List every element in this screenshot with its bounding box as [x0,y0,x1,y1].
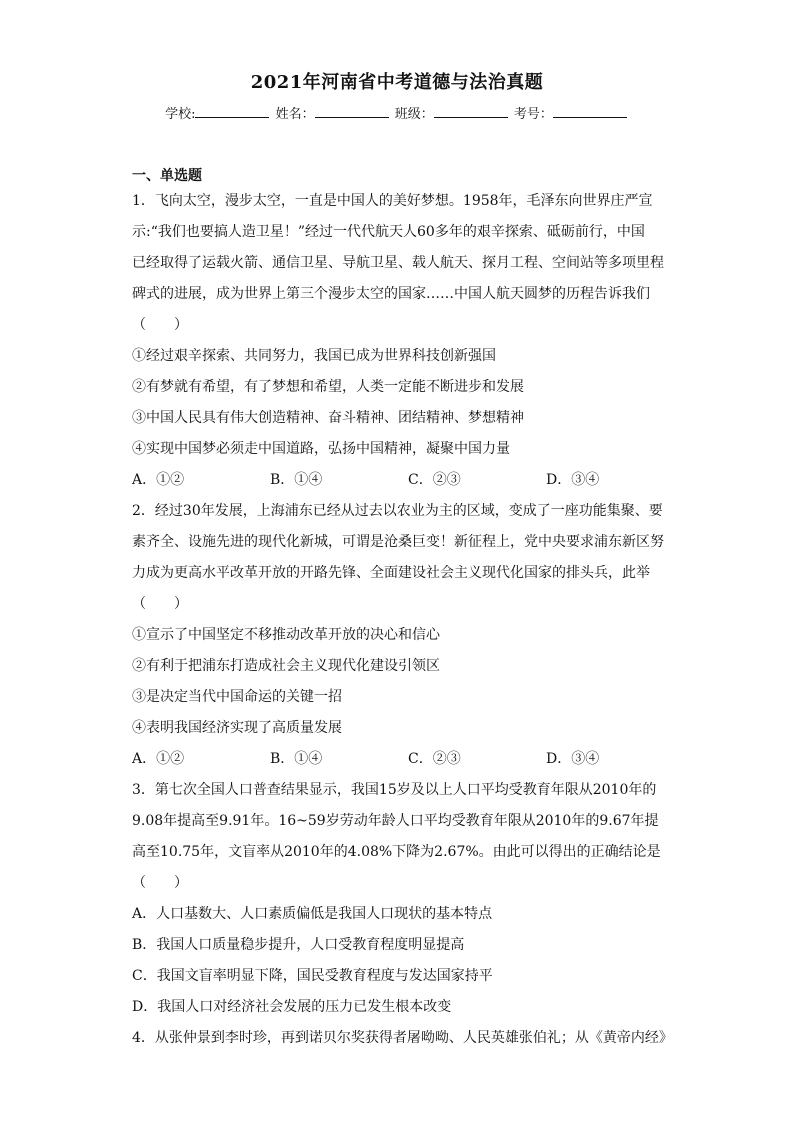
statement-item: ②有梦就有希望，有了梦想和希望，人类一定能不断进步和发展 [132,379,524,395]
option-b[interactable]: B．我国人口质量稳步提升，人口受教育程度明显提高 [132,937,465,953]
question-1 [132,186,672,496]
question-4 [132,1023,672,1054]
option-c[interactable]: C．我国文盲率明显下降，国民受教育程度与发达国家持平 [132,968,493,984]
question-text-line: 9.08年提高至9.91年。16~59岁劳动年龄人口平均受教育年限从2010年的9.67年提 [132,813,659,829]
option-a[interactable]: A．①② [132,751,185,767]
question-text-line: 2．经过30年发展，上海浦东已经从过去以农业为主的区域，变成了一座功能集聚、要 [132,503,663,519]
class-blank[interactable] [434,105,508,118]
question-3 [132,775,672,1023]
question-2 [132,496,672,775]
statement-item: ②有利于把浦东打造成社会主义现代化建设引领区 [132,658,440,674]
exam-number-label: 考号： [513,107,553,122]
statement-item: ④实现中国梦必须走中国道路，弘扬中国精神，凝聚中国力量 [132,441,510,457]
answer-bracket: （ ） [132,875,188,891]
answer-options [132,465,672,496]
question-text-line: 高至10.75年，文盲率从2010年的4.08%下降为2.67%。由此可以得出的正确结论是 [132,844,661,860]
exam-number-blank[interactable] [553,105,627,118]
page-title: 2021年河南省中考道德与法治真题 [250,72,544,93]
class-label: 班级： [394,107,434,122]
answer-bracket: （ ） [132,317,188,333]
question-text-line: 示:“我们也要搞人造卫星！”经过一代代航天人60多年的艰辛探索、砥砺前行，中国 [132,224,645,240]
school-blank[interactable] [195,105,269,118]
question-text-line: 力成为更高水平改革开放的开路先锋、全面建设社会主义现代化国家的排头兵，此举 [132,565,650,581]
statement-item: ①经过艰辛探索、共同努力，我国已成为世界科技创新强国 [132,348,496,364]
answer-options [132,744,672,775]
option-a[interactable]: A．人口基数大、人口素质偏低是我国人口现状的基本特点 [132,906,493,922]
option-c[interactable]: C．②③ [408,472,461,488]
statement-item: ①宣示了中国坚定不移推动改革开放的决心和信心 [132,627,440,643]
option-b[interactable]: B．①④ [270,751,323,767]
name-label: 姓名： [275,107,315,122]
section-heading: 一、单选题 [132,168,202,184]
question-text-line: 已经取得了运载火箭、通信卫星、导航卫星、载人航天、探月工程、空间站等多项里程 [132,255,664,271]
school-label: 学校: [165,107,196,122]
student-info-row [0,103,794,122]
statement-item: ③是决定当代中国命运的关键一招 [132,689,342,705]
option-d[interactable]: D．③④ [546,472,600,488]
name-blank[interactable] [315,105,389,118]
option-a[interactable]: A．①② [132,472,185,488]
option-b[interactable]: B．①④ [270,472,323,488]
question-text-line: 素齐全、设施先进的现代化新城，可谓是沧桑巨变！新征程上，党中央要求浦东新区努 [132,534,664,550]
question-text-line: 4．从张仲景到李时珍，再到诺贝尔奖获得者屠呦呦、人民英雄张伯礼；从《黄帝内经》 [132,1030,673,1046]
answer-bracket: （ ） [132,596,188,612]
questions-container [132,186,672,1054]
option-d[interactable]: D．③④ [546,751,600,767]
option-c[interactable]: C．②③ [408,751,461,767]
statement-item: ③中国人民具有伟大创造精神、奋斗精神、团结精神、梦想精神 [132,410,524,426]
question-text-line: 碑式的进展，成为世界上第三个漫步太空的国家……中国人航天圆梦的历程告诉我们 [132,286,650,302]
question-text-line: 3．第七次全国人口普查结果显示，我国15岁及以上人口平均受教育年限从2010年的 [132,782,657,798]
statement-item: ④表明我国经济实现了高质量发展 [132,720,342,736]
option-d[interactable]: D．我国人口对经济社会发展的压力已发生根本改变 [132,999,452,1015]
question-text-line: 1．飞向太空，漫步太空，一直是中国人的美好梦想。1958年，毛泽东向世界庄严宣 [132,193,653,209]
